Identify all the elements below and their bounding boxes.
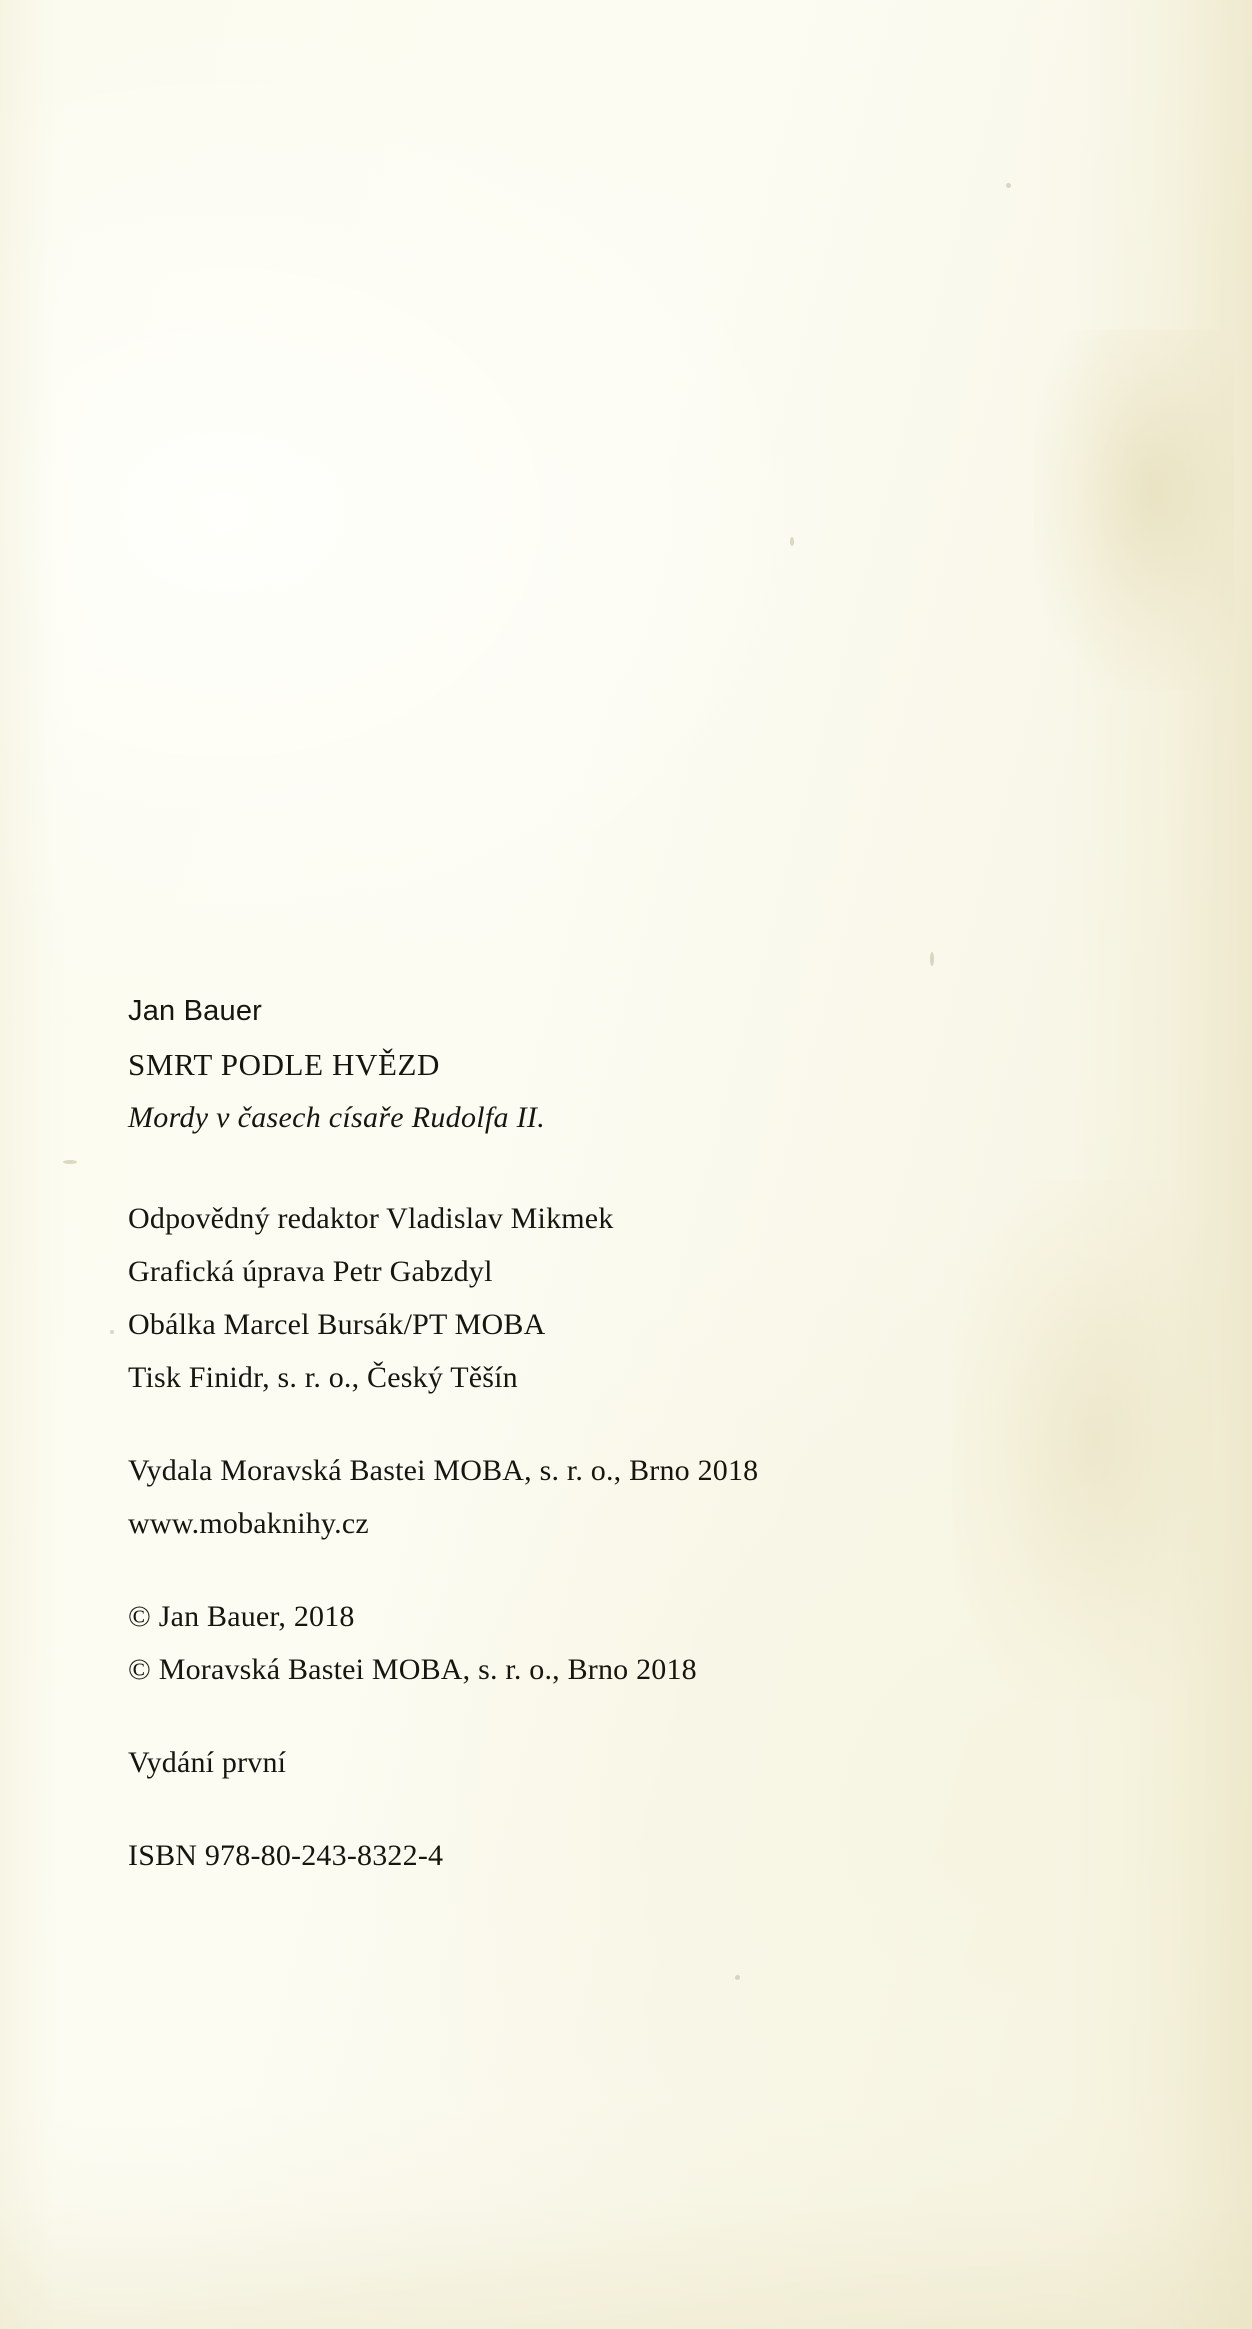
scan-speck xyxy=(110,1330,114,1334)
isbn: ISBN 978-80-243-8322-4 xyxy=(128,1839,444,1872)
credit-layout: Grafická úprava Petr Gabzdyl xyxy=(128,1255,493,1288)
credit-cover: Obálka Marcel Bursák/PT MOBA xyxy=(128,1308,546,1341)
credit-editor: Odpovědný redaktor Vladislav Mikmek xyxy=(128,1202,614,1235)
scan-speck xyxy=(735,1975,740,1980)
paper-stain-bottom xyxy=(0,2099,1252,2329)
copyright-publisher: © Moravská Bastei MOBA, s. r. o., Brno 2018 xyxy=(128,1653,697,1686)
edition-statement: Vydání první xyxy=(128,1746,287,1779)
spacer xyxy=(128,1404,1008,1444)
spacer xyxy=(128,1696,1008,1736)
scan-speck xyxy=(1006,183,1011,188)
publisher-website: www.mobaknihy.cz xyxy=(128,1507,369,1540)
copyright-author: © Jan Bauer, 2018 xyxy=(128,1600,355,1633)
publisher-line: Vydala Moravská Bastei MOBA, s. r. o., Brno 2018 xyxy=(128,1454,759,1487)
colophon-text-block xyxy=(128,985,1008,1882)
book-title: SMRT PODLE HVĚZD xyxy=(128,1047,441,1082)
paper-stain-right xyxy=(1012,0,1252,2329)
spacer xyxy=(128,1789,1008,1829)
paper-stain-left xyxy=(0,0,90,2329)
scan-speck xyxy=(63,1160,77,1164)
scan-speck xyxy=(790,537,794,546)
paper-stain-blotch-upper xyxy=(1034,330,1234,690)
spacer xyxy=(128,1550,1008,1590)
spacer xyxy=(128,1144,1008,1192)
credit-printer: Tisk Finidr, s. r. o., Český Těšín xyxy=(128,1361,518,1394)
author-name: Jan Bauer xyxy=(128,995,262,1027)
book-subtitle: Mordy v časech císaře Rudolfa II. xyxy=(128,1101,545,1134)
scan-speck xyxy=(930,952,934,966)
